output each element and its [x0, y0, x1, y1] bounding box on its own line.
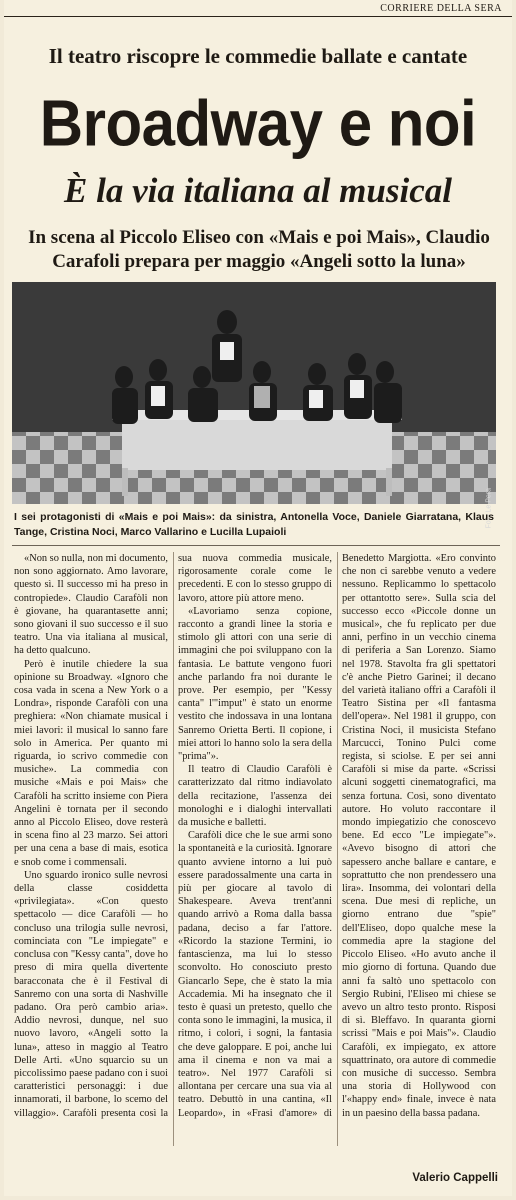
article-paragraph: «Non so nulla, non mi documento, non sono aggiornato. Amo lavorare, questo sì. Il successo mi ha preso in contropiede». Claudio Carafòli non è giovane, ha quarantasette anni; sono giovani il suo successo e il suo teatro. Una via italiana al musical, ha detto qualcuno.	[14, 553, 169, 657]
article-title: Broadway e noi	[39, 87, 477, 160]
masthead-rule	[4, 16, 512, 17]
caption-divider	[12, 545, 500, 546]
article-subtitle: È la via italiana al musical	[64, 171, 452, 210]
article-body	[14, 552, 496, 1146]
photo-caption: I sei protagonisti di «Mais e poi Mais»: da sinistra, Antonella Voce, Daniele Giarratana, Klaus Tange, Cristina Noci, Marco Vallarino e Lucilla Lupaioli	[14, 511, 494, 538]
photo-credit: Foto Le Pera	[485, 488, 492, 529]
newspaper-clipping	[4, 0, 512, 1196]
article-kicker: Il teatro riscopre le commedie ballate e cantate	[48, 44, 468, 68]
article-paragraph: Il teatro di Claudio Carafòli è caratterizzato dal ritmo indiavolato della recitazione, l'assenza dei monologhi e i dialoghi intervallati da musiche e balletti.	[178, 764, 332, 829]
article-paragraph: «Lavoriamo senza copione, racconto a grandi linee la storia e stimolo gli attori con una serie di immagini che poi sviluppano con la fantasia. Le battute vengono fuori anche parlando fra noi durante le prove. Per esempio, per "Kessy canta" l'"imput" è stato un enorme vestito che indossava in una lontana Sanremo Orietta Berti. Il copione, i miei attori lo hanno solo la sera della "prima"».	[178, 605, 332, 763]
article-paragraph: Uno sguardo ironico sulle nevrosi della classe cosiddetta «privilegiata». «Con questo spettacolo — dice Carafòli — ho concluso una trilogia sulle nevrosi, cominciata con "Le impiegate" e conclusa con "Kessy canta", dove ho preso di mira quella divertente baracconata che è il Festival di Sanremo con una sorta di Nashville padano. Ora però cambio aria». Addio nevrosi, dunque, nel suo nuovo lavoro, «Angeli sotto la luna», atteso in maggio al Teatro Delle Arti. «Uno squarcio su un piccolissimo paese padano con i suoi caratteristici personaggi: i due innamorati, il barbone, lo scemo del villaggio». Carafòli presenta così la sua nuova commedia musicale, rigorosamente corale come le precedenti. E con lo stesso gruppo di lavoro, attore più attore meno.	[14, 553, 332, 1119]
article-paragraph: Carafòli dice che le sue armi sono la spontaneità e la curiosità. Ignorare quanto avviene intorno a lui può essere paradossalmente una carta in più per giocare al tavolo di Shakespeare. Aveva trent'anni quando arrivò a Roma dalla bassa padana, deciso a far l'attore. «Ricordo la stazione Termini, io fantascienza, ma lui lo stesso sconvolto. Ho conosciuto presto Giancarlo Sepe, che è stato la mia Accademia. Mi ha insegnato che il testo è quasi un pretesto, quello che conta sono le immagini, la musica, il ritmo, i colori, i sogni, la fantasia che deve galoppare. E poi, anche lui ama il cinema e non va mai a teatro». Nel 1977 Carafòli si allontana per cercare una sua via al teatro. Debuttò in una cantina, «Il Leopardo», in «Frasi d'amore» di Benedetto Margiotta. «Ero convinto che non ci sarebbe venuto a vedere nessuno. Replicammo lo spettacolo per ottantotto sere». Sulla scia del successo ecco «Piccole donne un musical», che fu replicato per due anni, perfino in un vecchio cinema di periferia a San Lorenzo. Siamo nel 1978. Stavolta fra gli spettatori c'è anche Pietro Garinei; il decano del varietà italiano offrì a Carafòli il Teatro Sistina per «Il fantasma dell'opera». Nel 1981 il gruppo, con Cristina Noci, il musicista Stefano Marcucci, Tonino Pulci come regista, si sciolse. E per sei anni Carafòli si mise da parte. «Scrissi alcuni soggetti cinematografici, ma senza fortuna. Così, sono diventato autore. Ho voluto raccontare il mondo impiegatizio che conoscevo bene. Ed ecco "Le impiegate"». «Avevo bisogno di attori che sapessero anche ballare e cantare, e soprattutto che non prendessero una lira». Insomma, dei volontari della scena. Due mesi di repliche, un giorno entrano due "spie" dell'Eliseo, dopo qualche mese la commedia apre la stagione del Piccolo Eliseo. «Ho avuto anche il mio giorno di fortuna. Quando due anni fa saltò uno spettacolo con Sergio Rubini, l'Eliseo mi chiese se avevo un altro testo pronto. Risposi di sì. Bleffavo. In quaranta giorni scrissi "Mais e poi Mais"». Claudio Carafòli, ex impiegato, ex attore squattrinato, ora autore di commedie con musiche di successo. Sembra una storia di Hollywood con l'«happy end» finale, invece è nata in un paesino della bassa padana.	[178, 553, 496, 1119]
cast-photo-illustration	[12, 282, 496, 504]
article-deck: In scena al Piccolo Eliseo con «Mais e poi Mais», Claudio Carafoli prepara per maggio «Angeli sotto la luna»	[28, 227, 490, 272]
article-author: Valerio Cappelli	[412, 1172, 498, 1184]
newspaper-masthead: CORRIERE DELLA SERA	[380, 3, 502, 14]
article-paragraph: Però è inutile chiedere la sua opinione su Broadway. «Ignoro che cosa vada in scena a New York o a Londra», risponde Carafòli con una preghiera: «Non chiamate musical i miei lavori: il musical lo sanno fare solo in America. Per quanto mi riguarda, io scrivo commedie con musiche». La commedia con musiche «Mais e poi Mais» che Carafòli ha scritto insieme con Piera Angelini è tornata per il secondo anno al Piccolo Eliseo, dove resterà in scena fino al 23 marzo. Sei attori per una cena a base di mais, esotica e snob come i commensali.	[14, 658, 168, 868]
